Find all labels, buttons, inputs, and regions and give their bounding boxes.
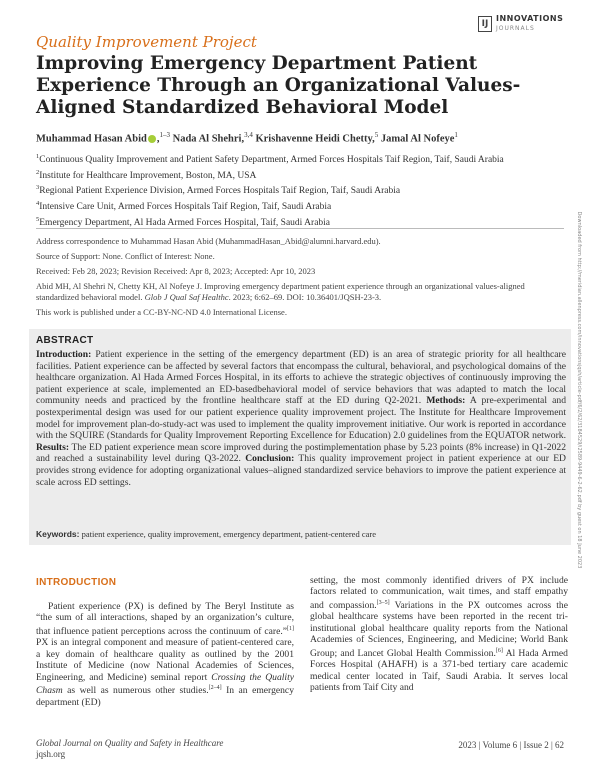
support-statement: Source of Support: None. Conflict of Interest: None. <box>36 251 215 261</box>
publisher-logo <box>478 14 578 38</box>
reference-link[interactable]: [6] <box>495 647 503 654</box>
affiliation: $^1$Continuous Quality Improvement and Patient Safety Department, Armed Forces Hospitals Taif Region, Taif, Saudi Arabia <box>36 153 504 166</box>
footer-pagination: 2023 | Volume 6 | Issue 2 | 62 <box>458 740 564 750</box>
keywords: Keywords: patient experience, quality improvement, emergency department, patient-centered care <box>36 529 376 539</box>
reference-link[interactable]: [2–4] <box>208 685 222 692</box>
affiliation: $^4$Intensive Care Unit, Armed Forces Hospitals Taif Region, Taif, Saudi Arabia <box>36 199 332 213</box>
affiliation: $^2$Institute for Healthcare Improvement, Boston, MA, USA <box>36 168 257 181</box>
license[interactable]: This work is published under a CC-BY-NC-ND 4.0 International License. <box>36 307 287 317</box>
author-name[interactable]: Nada Al Shehri, <box>172 133 245 145</box>
correspondence-block <box>36 236 556 318</box>
affiliations <box>36 151 536 229</box>
reference-link[interactable]: [1] <box>287 625 294 632</box>
article-type: Quality Improvement Project <box>36 33 257 51</box>
intro-column-left: Patient experience (PX) is defined by The Beryl Institute as “the sum of all interactions, shaped by an organization’s culture, that influence patient perceptions across the continuum of care.”[1] PX is an integral component and measure of patient-centered care, a key domain of healthcare quality as outlined by the 2001 Institute of Medicine (now National Academies of Sciences, Engineering, and Medicine) seminal report Crossing the Quality Chasm as well as numerous other studies.[2–4] In an emergency department (ED) <box>36 601 294 708</box>
footer-journal: Global Journal on Quality and Safety in Healthcare <box>36 738 224 748</box>
citation: Abid MH, Al Shehri N, Chetty KH, Al Nofeye J. Improving emergency department patient experience through an organizational values-aligned standardized behavioral model. Glob J Qual Saf Healthc. 2023; 6:62–69. DOI: 10.36401/JQSH-23-3. <box>36 281 525 302</box>
abstract-body: Introduction: Patient experience in the setting of the emergency department (ED) is an area of strategic priority for all healthcare facilities. Patient experience can be affected by several factors that encompass the cultural, behavioral, and psychological domains of the healthcare organization. Al Hada Armed Forces Hospital, in its efforts to achieve the strategic objectives of continuously improving the patient experience at scale, implemented an ED-basedbehavioral model of service behaviors that was adapted to match the local community needs and practiced by the frontline healthcare staff at the ED during Q2-2021. Methods: A pre-experimental and postexperimental design was used for our patient experience quality improvement project. The Institute for Healthcare Improvement model for improvement plan-do-study-act was used to implement the quality improvement initiative. Our work is reported in accordance with the SQUIRE (Standards for Quality Improvement Reporting Excellence for Education) 2.0 guidelines from the EQUATOR network. Results: The ED patient experience mean score improved during the postimplementation phase by 5.23 points (8% increase) in Q1-2022 and reached a sustainability level during Q3-2022. Conclusion: This quality improvement project in patient experience at our ED provides strong evidence for adopting organizational values–aligned standardized service behaviors to improve the patient experience at scale across ED settings. <box>36 349 566 488</box>
author-name[interactable]: Krishavenne Heidi Chetty, <box>255 133 375 145</box>
intro-column-right: setting, the most commonly identified drivers of PX include factors related to communication, wait times, and staff empathy and compassion.[3–5] Variations in the PX outcomes across the global healthcare systems have been reported in the recent tri-institutional global healthcare quality reports from the National Academies of Sciences, Engineering, and Medicine; World Bank Group; and Lancet Global Health Commission.[6] Al Hada Armed Forces Hospital (AHAFH) is a 371-bed tertiary care academic medical center located in Taif, Saudi Arabia. It serves local patients from Taif City and <box>310 575 568 694</box>
affiliation: $^3$Regional Patient Experience Division, Armed Forces Hospitals Taif Region, Taif, Saudi Arabia <box>36 184 401 197</box>
correspondence[interactable]: Address correspondence to Muhammad Hasan Abid (MuhammadHasan_Abid@alumni.harvard.edu). <box>36 236 381 246</box>
article-title: Improving Emergency Department Patient Experience Through an Organizational Values-Aligned Standardized Behavioral Model <box>36 53 521 118</box>
orcid-icon[interactable] <box>148 135 156 143</box>
author-name[interactable]: Jamal Al Nofeye <box>380 133 455 145</box>
logo-sub: JOURNALS <box>496 25 535 32</box>
abstract-heading: ABSTRACT <box>36 335 94 346</box>
footer-site[interactable]: jqsh.org <box>36 749 66 759</box>
download-watermark: Downloaded from http://meridian.allenpress.com/innovationsjqsh/article-pdf/6/2/62/3184529/i2589-9449-6-2-62.pdf by guest on 18 June 2023 <box>576 211 582 569</box>
affiliation: $^5$Emergency Department, Al Hada Armed Forces Hospital, Taif, Saudi Arabia <box>36 215 331 228</box>
logo-mark: IJ <box>478 16 492 32</box>
dates: Received: Feb 28, 2023; Revision Received: Apr 8, 2023; Accepted: Apr 10, 2023 <box>36 266 316 276</box>
section-heading: INTRODUCTION <box>36 577 117 588</box>
divider <box>36 228 564 229</box>
logo-word: INNOVATIONS <box>496 14 564 23</box>
author-list: Muhammad Hasan Abid ,$^{1-3}$ Nada Al Shehri,$^{3,4}$ Krishavenne Heidi Chetty,$^5$ Jamal Al Nofeye$^1$ <box>36 131 458 145</box>
author-name[interactable]: Muhammad Hasan Abid <box>36 133 147 145</box>
reference-link[interactable]: [3–5] <box>376 599 390 606</box>
